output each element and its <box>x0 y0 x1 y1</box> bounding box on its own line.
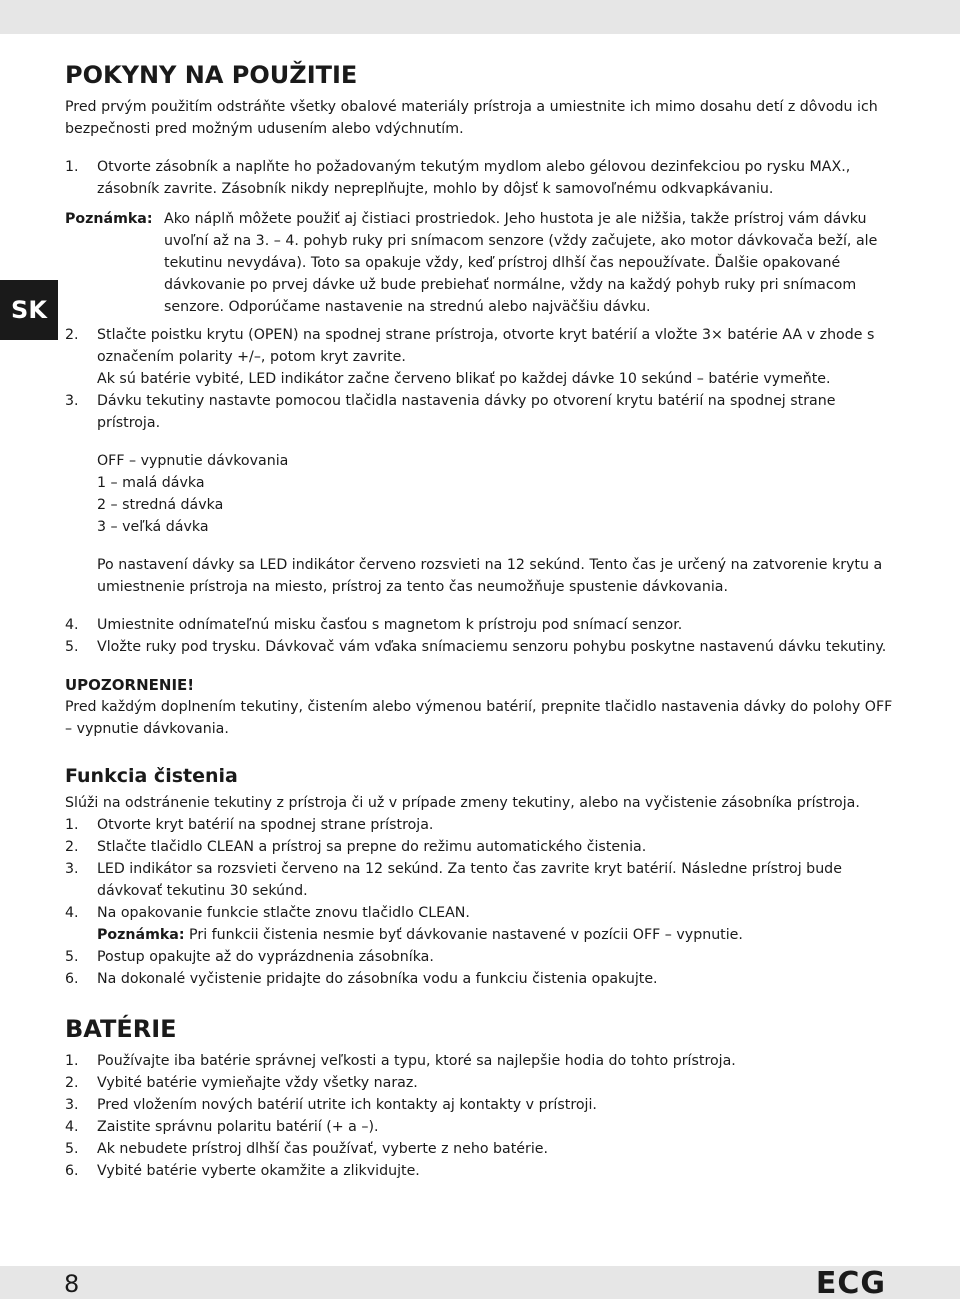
usage-step-1 <box>65 156 897 200</box>
item-text: Zaistite správnu polaritu batérií (+ a –). <box>97 1119 379 1135</box>
section-title-batteries: BATÉRIE <box>65 1015 177 1043</box>
page-content <box>65 60 897 1182</box>
dose-option: 1 – malá dávka <box>97 475 205 491</box>
item-text: Stlačte tlačidlo CLEAN a prístroj sa prepne do režimu automatického čistenia. <box>97 839 647 855</box>
section-title-cleaning: Funkcia čistenia <box>65 765 238 787</box>
cleaning-item <box>65 946 897 968</box>
language-tab-label: SK <box>11 296 47 324</box>
step-number: 3. <box>65 393 79 409</box>
step-number: 4. <box>65 617 79 633</box>
item-number: 3. <box>65 1097 79 1113</box>
battery-item <box>65 1050 897 1072</box>
item-text: Pred vložením nových batérií utrite ich kontakty aj kontakty v prístroji. <box>97 1097 597 1113</box>
note-label: Poznámka: <box>65 211 153 227</box>
dose-option: 2 – stredná dávka <box>97 497 224 513</box>
section-title-usage: POKYNY NA POUŽITIE <box>65 61 358 89</box>
page-number: 8 <box>64 1270 80 1298</box>
cleaning-item <box>65 968 897 990</box>
dose-options-list <box>65 450 897 538</box>
battery-item <box>65 1138 897 1160</box>
item-text: Na dokonalé vyčistenie pridajte do zásobníka vodu a funkciu čistenia opakujte. <box>97 971 658 987</box>
step-text: Otvorte zásobník a naplňte ho požadovaným tekutým mydlom alebo gélovou dezinfekciou po rysku MAX., zásobník zavrite. Zásobník nikdy nepreplňujte, mohlo by dôjsť k samovoľnému odkvapkávaniu. <box>97 159 851 197</box>
item-number: 2. <box>65 1075 79 1091</box>
item-number: 1. <box>65 1053 79 1069</box>
item-text: Otvorte kryt batérií na spodnej strane prístroja. <box>97 817 434 833</box>
step-number: 1. <box>65 159 79 175</box>
battery-item <box>65 1116 897 1138</box>
item-number: 4. <box>65 905 79 921</box>
item-number: 5. <box>65 949 79 965</box>
item-text: LED indikátor sa rozsvieti červeno na 12 sekúnd. Za tento čas zavrite kryt batérií. Následne prístroj bude dávkovať tekutinu 30 sekúnd. <box>97 861 842 899</box>
item-text: Ak nebudete prístroj dlhší čas používať, vyberte z neho batérie. <box>97 1141 549 1157</box>
usage-step-5 <box>65 636 897 658</box>
dose-option: OFF – vypnutie dávkovania <box>97 453 289 469</box>
item-number: 3. <box>65 861 79 877</box>
item-number: 4. <box>65 1119 79 1135</box>
header-bar <box>0 0 960 34</box>
dose-option: 3 – veľká dávka <box>97 519 209 535</box>
item-text: Vybité batérie vymieňajte vždy všetky naraz. <box>97 1075 418 1091</box>
note-label: Poznámka: <box>97 927 185 943</box>
step-text: Dávku tekutiny nastavte pomocou tlačidla nastavenia dávky po otvorení krytu batérií na spodnej strane prístroja. <box>97 393 836 431</box>
cleaning-item <box>65 836 897 858</box>
item-text: Postup opakujte až do vyprázdnenia zásobníka. <box>97 949 434 965</box>
item-number: 5. <box>65 1141 79 1157</box>
usage-step-4 <box>65 614 897 636</box>
step-text: Stlačte poistku krytu (OPEN) na spodnej strane prístroja, otvorte kryt batérií a vložte 3× batérie AA v zhode s označením polarity +/–, potom kryt zavrite. <box>97 327 875 365</box>
battery-item <box>65 1160 897 1182</box>
usage-intro: Pred prvým použitím odstráňte všetky obalové materiály prístroja a umiestnite ich mimo dosahu detí z dôvodu ich bezpečnosti pred možným udusením alebo vdýchnutím. <box>65 99 878 137</box>
note-text: Ako náplň môžete použiť aj čistiaci prostriedok. Jeho hustota je ale nižšia, takže prístroj vám dávku uvoľní až na 3. – 4. pohyb ruky pri snímacom senzore (vždy začujete, ako motor dávkovača beží, ale tekutinu nevydáva). Toto sa opakuje vždy, keď prístroj dlhší čas nepoužívate. Ďalšie opakované dávkovanie po prvej dávke už bude prebiehať normálne, vždy na každý pohyb ruky pri snímacom senzore. Odporúčame nastavenie na strednú alebo najväčšiu dávku. <box>164 211 878 315</box>
usage-note <box>65 208 897 318</box>
item-text: Na opakovanie funkcie stlačte znovu tlačidlo CLEAN. <box>97 905 470 921</box>
cleaning-item <box>65 902 897 946</box>
warning-title: UPOZORNENIE! <box>65 676 195 694</box>
item-number: 6. <box>65 971 79 987</box>
warning-text: Pred každým doplnením tekutiny, čistením alebo výmenou batérií, prepnite tlačidlo nastavenia dávky do polohy OFF – vypnutie dávkovania. <box>65 699 893 737</box>
usage-step-2 <box>65 324 897 390</box>
step-number: 5. <box>65 639 79 655</box>
cleaning-item <box>65 814 897 836</box>
item-number: 2. <box>65 839 79 855</box>
dose-after-text: Po nastavení dávky sa LED indikátor červeno rozsvieti na 12 sekúnd. Tento čas je určený na zatvorenie krytu a umiestnenie prístroja na miesto, prístroj za tento čas neumožňuje spustenie dávkovania. <box>97 557 883 595</box>
item-text: Vybité batérie vyberte okamžite a zlikvidujte. <box>97 1163 420 1179</box>
battery-item <box>65 1094 897 1116</box>
step-number: 2. <box>65 327 79 343</box>
cleaning-item <box>65 858 897 902</box>
cleaning-note <box>97 924 897 946</box>
note-text: Pri funkcii čistenia nesmie byť dávkovanie nastavené v pozícii OFF – vypnutie. <box>184 927 743 943</box>
step-text-extra: Ak sú batérie vybité, LED indikátor začne červeno blikať po každej dávke 10 sekúnd – batérie vymeňte. <box>97 371 831 387</box>
brand-logo: ECG <box>815 1266 886 1301</box>
step-text: Umiestnite odnímateľnú misku časťou s magnetom k prístroju pod snímací senzor. <box>97 617 683 633</box>
battery-item <box>65 1072 897 1094</box>
item-number: 6. <box>65 1163 79 1179</box>
item-text: Používajte iba batérie správnej veľkosti a typu, ktoré sa najlepšie hodia do tohto prístroja. <box>97 1053 736 1069</box>
step-text: Vložte ruky pod trysku. Dávkovač vám vďaka snímaciemu senzoru pohybu poskytne nastavenú dávku tekutiny. <box>97 639 887 655</box>
cleaning-intro: Slúži na odstránenie tekutiny z prístroja či už v prípade zmeny tekutiny, alebo na vyčistenie zásobníka prístroja. <box>65 795 860 811</box>
usage-step-3 <box>65 390 897 434</box>
item-number: 1. <box>65 817 79 833</box>
language-tab <box>0 280 58 340</box>
